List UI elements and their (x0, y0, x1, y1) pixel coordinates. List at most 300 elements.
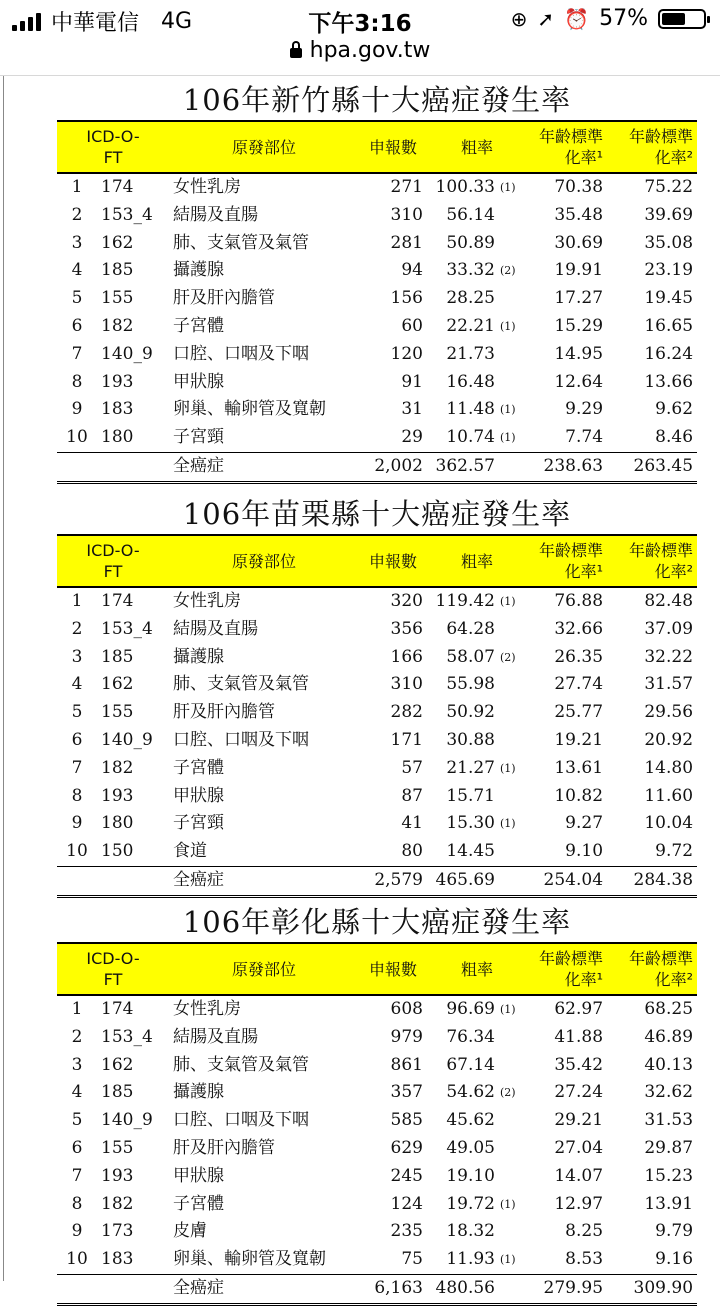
crude-rate-cell: 55.98 (446, 674, 495, 695)
age-standardized-rate-2-cell: 31.57 (644, 674, 694, 695)
icd-code-cell: 185 (101, 1082, 134, 1103)
rank-cell: 6 (71, 315, 83, 336)
rank-cell: 1 (71, 591, 83, 611)
crude-rate-cell: 30.88 (446, 729, 495, 750)
primary-site-cell: 食道 (169, 838, 359, 866)
footnote-marker (497, 727, 527, 755)
primary-site-cell: 結腸及直腸 (173, 1026, 258, 1047)
incidence-table (57, 120, 697, 484)
reported-count-cell: 75 (359, 1246, 427, 1274)
footnote-marker (497, 699, 527, 727)
age-standardized-rate-2-cell: 8.46 (607, 424, 697, 452)
age-standardized-rate-2-cell: 20.92 (644, 729, 694, 750)
table-row (57, 341, 697, 369)
age-standardized-rate-2-cell: 32.62 (644, 1082, 694, 1103)
header-crude: 粗率 (427, 121, 527, 173)
icd-code-cell: 162 (101, 232, 134, 253)
table-header-row (57, 121, 697, 173)
header-crude: 粗率 (427, 535, 527, 587)
header-crude: 粗率 (427, 943, 527, 995)
table-row (57, 783, 697, 811)
crude-rate-cell: 16.48 (446, 371, 495, 392)
total-age-standardized-rate-2-cell: 263.45 (607, 452, 697, 482)
crude-rate-cell: 21.27 (446, 757, 495, 778)
reported-count-cell: 120 (390, 343, 423, 364)
rank-cell: 8 (71, 371, 83, 392)
icd-code-cell: 155 (101, 702, 134, 723)
reported-count-cell: 271 (390, 177, 423, 197)
icd-code-cell: 193 (101, 371, 134, 392)
crude-rate-cell: 11.93 (427, 1246, 497, 1274)
primary-site-cell: 攝護腺 (173, 1082, 224, 1103)
reported-count-cell: 235 (390, 1221, 423, 1242)
header-age-standardized-2: 年齡標準 化率² (607, 943, 697, 995)
url-domain: hpa.gov.tw (309, 38, 431, 63)
footnote-marker: (1) (500, 181, 516, 194)
icd-code-cell: 162 (101, 1054, 134, 1075)
alarm-icon: ⏰ (564, 6, 590, 31)
age-standardized-rate-1-cell: 29.21 (554, 1110, 604, 1131)
crude-rate-cell: 58.07 (446, 646, 495, 667)
crude-rate-cell: 54.62 (446, 1082, 495, 1103)
reported-count-cell: 310 (390, 204, 423, 225)
icd-code-cell: 140_9 (101, 343, 153, 364)
crude-rate-cell: 33.32 (446, 260, 495, 281)
table-row (57, 1052, 697, 1080)
table-row (57, 587, 697, 616)
crude-rate-cell: 100.33 (435, 177, 495, 197)
footnote-marker (497, 616, 527, 644)
age-standardized-rate-1-cell: 30.69 (554, 232, 604, 253)
table-row (57, 838, 697, 866)
icd-code-cell (97, 1274, 169, 1304)
table-row (57, 1246, 697, 1274)
table-row (57, 995, 697, 1024)
age-standardized-rate-1-cell: 10.82 (554, 785, 604, 806)
age-standardized-rate-1-cell: 35.48 (554, 204, 604, 225)
footnote-marker (497, 671, 527, 699)
rank-cell: 10 (57, 838, 97, 866)
icd-code-cell: 174 (101, 591, 134, 611)
table-row (57, 644, 697, 672)
total-age-standardized-rate-1-cell: 254.04 (527, 866, 607, 896)
primary-site-cell: 肺、支氣管及氣管 (173, 674, 309, 695)
age-standardized-rate-1-cell: 9.29 (565, 399, 604, 420)
total-row (57, 866, 697, 896)
crude-rate-cell: 19.72 (446, 1193, 495, 1214)
total-crude-rate-cell: 465.69 (427, 866, 497, 896)
crude-rate-cell: 49.05 (446, 1137, 495, 1158)
age-standardized-rate-1-cell: 7.74 (527, 424, 607, 452)
age-standardized-rate-1-cell: 14.95 (554, 343, 604, 364)
table-row (57, 202, 697, 230)
age-standardized-rate-1-cell: 17.27 (554, 288, 604, 309)
reported-count-cell: 320 (390, 591, 423, 611)
primary-site-cell: 甲狀腺 (173, 371, 224, 392)
crude-rate-cell: 18.32 (446, 1221, 495, 1242)
header-site: 原發部位 (169, 943, 359, 995)
table-row (57, 1079, 697, 1107)
age-standardized-rate-1-cell: 8.53 (527, 1246, 607, 1274)
primary-site-cell: 結腸及直腸 (173, 204, 258, 225)
icd-code-cell: 155 (101, 288, 134, 309)
rank-cell: 7 (71, 343, 83, 364)
age-standardized-rate-1-cell: 27.24 (554, 1082, 604, 1103)
footnote-marker (497, 1135, 527, 1163)
reported-count-cell: 91 (401, 371, 423, 392)
age-standardized-rate-1-cell: 9.27 (565, 813, 604, 834)
age-standardized-rate-2-cell: 16.24 (644, 343, 694, 364)
footnote-marker: (2) (500, 264, 516, 278)
footnote-marker (497, 1274, 527, 1304)
age-standardized-rate-2-cell: 15.23 (644, 1165, 694, 1186)
table-row (57, 1024, 697, 1052)
total-count-cell: 6,163 (359, 1274, 427, 1304)
primary-site-cell: 子宮頸 (169, 424, 359, 452)
age-standardized-rate-1-cell: 12.64 (554, 371, 604, 392)
header-reported: 申報數 (359, 121, 427, 173)
primary-site-cell: 子宮頸 (173, 813, 224, 834)
incidence-table-section (57, 494, 697, 898)
primary-site-cell: 女性乳房 (173, 177, 241, 197)
rank-cell (57, 452, 97, 482)
crude-rate-cell: 45.62 (446, 1110, 495, 1131)
footnote-marker: (2) (500, 1086, 516, 1100)
reported-count-cell: 60 (401, 315, 423, 336)
reported-count-cell: 861 (390, 1054, 423, 1075)
primary-site-cell: 甲狀腺 (173, 785, 224, 806)
total-crude-rate-cell: 480.56 (427, 1274, 497, 1304)
footnote-marker (497, 230, 527, 258)
table-row (57, 1135, 697, 1163)
crude-rate-cell: 11.48 (446, 399, 495, 420)
table-row (57, 173, 697, 202)
age-standardized-rate-2-cell: 14.80 (644, 757, 694, 778)
network-type: 4G (161, 9, 193, 34)
page-left-border (3, 76, 4, 1281)
icd-code-cell: 182 (101, 1193, 134, 1214)
age-standardized-rate-1-cell: 76.88 (554, 591, 604, 611)
total-age-standardized-rate-1-cell: 238.63 (527, 452, 607, 482)
table-row (57, 230, 697, 258)
footnote-marker (497, 866, 527, 896)
age-standardized-rate-2-cell: 75.22 (644, 177, 694, 197)
footnote-marker: (1) (500, 761, 516, 775)
icd-code-cell: 174 (101, 177, 134, 197)
footnote-marker (497, 838, 527, 866)
total-row (57, 1274, 697, 1304)
age-standardized-rate-1-cell: 14.07 (554, 1165, 604, 1186)
rank-cell: 7 (71, 1165, 83, 1186)
icd-code-cell: 174 (101, 999, 134, 1019)
rank-cell: 4 (71, 260, 83, 281)
footnote-marker (497, 1163, 527, 1191)
rank-cell: 9 (71, 1221, 83, 1242)
primary-site-cell: 口腔、口咽及下咽 (173, 729, 309, 750)
battery-icon (658, 9, 706, 29)
age-standardized-rate-2-cell: 39.69 (644, 204, 694, 225)
primary-site-cell: 甲狀腺 (173, 1165, 224, 1186)
crude-rate-cell: 56.14 (446, 204, 495, 225)
footnote-marker: (1) (500, 319, 516, 333)
primary-site-cell: 卵巢、輸卵管及寬韌 (173, 399, 326, 420)
icd-code-cell: 162 (101, 674, 134, 695)
battery-percent: 57% (599, 6, 648, 31)
icd-code-cell: 153_4 (101, 204, 153, 225)
age-standardized-rate-2-cell: 82.48 (644, 591, 694, 611)
age-standardized-rate-2-cell: 32.22 (644, 646, 694, 667)
age-standardized-rate-2-cell: 68.25 (644, 999, 694, 1019)
reported-count-cell: 57 (401, 757, 423, 778)
table-row (57, 810, 697, 838)
primary-site-cell: 肝及肝內膽管 (173, 288, 275, 309)
header-icd: ICD-O- FT (57, 535, 169, 587)
rank-cell: 9 (71, 813, 83, 834)
total-age-standardized-rate-2-cell: 284.38 (607, 866, 697, 896)
table-row (57, 699, 697, 727)
total-count-cell: 2,002 (359, 452, 427, 482)
primary-site-cell: 子宮體 (173, 315, 224, 336)
age-standardized-rate-1-cell: 9.10 (527, 838, 607, 866)
footnote-marker (497, 1107, 527, 1135)
reported-count-cell: 282 (390, 702, 423, 723)
footnote-marker: (1) (500, 403, 516, 417)
header-age-standardized-2: 年齡標準 化率² (607, 121, 697, 173)
rank-cell: 3 (71, 232, 83, 253)
crude-rate-cell: 96.69 (446, 999, 495, 1019)
rank-cell: 9 (71, 399, 83, 420)
reported-count-cell: 356 (390, 618, 423, 639)
footnote-marker: (2) (500, 650, 516, 664)
age-standardized-rate-1-cell: 8.25 (565, 1221, 604, 1242)
icd-code-cell: 153_4 (101, 618, 153, 639)
icd-code-cell: 140_9 (101, 729, 153, 750)
footnote-marker (497, 452, 527, 482)
icd-code-cell (97, 866, 169, 896)
primary-site-cell: 肺、支氣管及氣管 (173, 232, 309, 253)
header-site: 原發部位 (169, 121, 359, 173)
table-row (57, 671, 697, 699)
primary-site-cell: 子宮體 (173, 1193, 224, 1214)
table-title: 106年新竹縣十大癌症發生率 (182, 83, 572, 117)
icd-code-cell: 183 (101, 399, 134, 420)
incidence-table-section (57, 80, 697, 484)
crude-rate-cell: 64.28 (446, 618, 495, 639)
primary-site-cell: 攝護腺 (173, 646, 224, 667)
icd-code-cell: 153_4 (101, 1026, 153, 1047)
age-standardized-rate-1-cell: 62.97 (554, 999, 604, 1019)
table-row (57, 1163, 697, 1191)
total-count-cell: 2,579 (359, 866, 427, 896)
crude-rate-cell: 119.42 (435, 591, 495, 611)
table-row (57, 1191, 697, 1219)
rank-cell: 3 (71, 646, 83, 667)
age-standardized-rate-2-cell: 9.79 (655, 1221, 694, 1242)
table-row (57, 1218, 697, 1246)
table-row (57, 1107, 697, 1135)
rank-cell: 6 (71, 1137, 83, 1158)
header-age-standardized-1: 年齡標準 化率¹ (527, 943, 607, 995)
reported-count-cell: 94 (401, 260, 423, 281)
table-header-row (57, 535, 697, 587)
age-standardized-rate-2-cell: 23.19 (644, 260, 694, 281)
age-standardized-rate-2-cell: 11.60 (644, 785, 694, 806)
url-divider (0, 75, 720, 76)
rank-cell: 2 (71, 1026, 83, 1047)
primary-site-cell: 肺、支氣管及氣管 (173, 1054, 309, 1075)
crude-rate-cell: 19.10 (446, 1165, 495, 1186)
rank-cell: 7 (71, 757, 83, 778)
primary-site-cell: 女性乳房 (173, 999, 241, 1019)
table-title: 106年彰化縣十大癌症發生率 (182, 905, 572, 939)
rotation-lock-icon: ⊕ (510, 6, 528, 31)
crude-rate-cell: 21.73 (446, 343, 495, 364)
header-icd: ICD-O- FT (57, 121, 169, 173)
reported-count-cell: 124 (390, 1193, 423, 1214)
crude-rate-cell: 15.71 (446, 785, 495, 806)
header-age-standardized-2: 年齡標準 化率² (607, 535, 697, 587)
total-label: 全癌症 (169, 1274, 359, 1304)
rank-cell: 10 (57, 424, 97, 452)
total-row (57, 452, 697, 482)
footnote-marker (497, 1024, 527, 1052)
icd-code-cell: 180 (101, 813, 134, 834)
table-row (57, 755, 697, 783)
header-reported: 申報數 (359, 943, 427, 995)
age-standardized-rate-1-cell: 19.21 (554, 729, 604, 750)
reported-count-cell: 171 (390, 729, 423, 750)
rank-cell: 2 (71, 618, 83, 639)
rank-cell: 6 (71, 729, 83, 750)
rank-cell: 10 (57, 1246, 97, 1274)
age-standardized-rate-2-cell: 37.09 (644, 618, 694, 639)
reported-count-cell: 156 (390, 288, 423, 309)
age-standardized-rate-1-cell: 13.61 (554, 757, 604, 778)
primary-site-cell: 口腔、口咽及下咽 (173, 1110, 309, 1131)
crude-rate-cell: 67.14 (446, 1054, 495, 1075)
rank-cell: 2 (71, 204, 83, 225)
age-standardized-rate-1-cell: 19.91 (554, 260, 604, 281)
age-standardized-rate-2-cell: 29.87 (644, 1137, 694, 1158)
icd-code-cell: 185 (101, 646, 134, 667)
footnote-marker (497, 202, 527, 230)
footnote-marker (497, 1218, 527, 1246)
header-age-standardized-1: 年齡標準 化率¹ (527, 535, 607, 587)
crude-rate-cell: 28.25 (446, 288, 495, 309)
age-standardized-rate-2-cell: 10.04 (644, 813, 694, 834)
footnote-marker (497, 285, 527, 313)
incidence-table (57, 534, 697, 898)
reported-count-cell: 31 (401, 399, 423, 420)
age-standardized-rate-1-cell: 35.42 (554, 1054, 604, 1075)
age-standardized-rate-1-cell: 25.77 (554, 702, 604, 723)
age-standardized-rate-2-cell: 46.89 (644, 1026, 694, 1047)
age-standardized-rate-2-cell: 9.62 (655, 399, 694, 420)
primary-site-cell: 卵巢、輸卵管及寬韌 (169, 1246, 359, 1274)
rank-cell (57, 866, 97, 896)
footnote-marker (497, 341, 527, 369)
reported-count-cell: 585 (390, 1110, 423, 1131)
crude-rate-cell: 76.34 (446, 1026, 495, 1047)
age-standardized-rate-2-cell: 13.91 (644, 1193, 694, 1214)
icd-code-cell: 180 (97, 424, 169, 452)
primary-site-cell: 皮膚 (173, 1221, 207, 1242)
age-standardized-rate-1-cell: 41.88 (554, 1026, 604, 1047)
age-standardized-rate-1-cell: 70.38 (554, 177, 604, 197)
rank-cell: 4 (71, 674, 83, 695)
age-standardized-rate-2-cell: 19.45 (644, 288, 694, 309)
rank-cell: 8 (71, 785, 83, 806)
table-row (57, 616, 697, 644)
age-standardized-rate-2-cell: 35.08 (644, 232, 694, 253)
table-row (57, 285, 697, 313)
footnote-marker: (1) (500, 817, 516, 831)
rank-cell (57, 1274, 97, 1304)
primary-site-cell: 肝及肝內膽管 (173, 1137, 275, 1158)
total-label: 全癌症 (169, 452, 359, 482)
primary-site-cell: 肝及肝內膽管 (173, 702, 275, 723)
lock-icon (290, 48, 302, 58)
total-age-standardized-rate-1-cell: 279.95 (527, 1274, 607, 1304)
table-row (57, 257, 697, 285)
rank-cell: 4 (71, 1082, 83, 1103)
clock: 下午3:16 (308, 11, 412, 37)
reported-count-cell: 608 (390, 999, 423, 1019)
icd-code-cell: 150 (97, 838, 169, 866)
footnote-marker: (1) (497, 1246, 527, 1274)
reported-count-cell: 357 (390, 1082, 423, 1103)
carrier-name: 中華電信 (51, 11, 140, 36)
icd-code-cell: 193 (101, 785, 134, 806)
rank-cell: 5 (71, 1110, 83, 1131)
age-standardized-rate-2-cell: 31.53 (644, 1110, 694, 1131)
reported-count-cell: 629 (390, 1137, 423, 1158)
total-age-standardized-rate-2-cell: 309.90 (607, 1274, 697, 1304)
age-standardized-rate-2-cell: 9.72 (607, 838, 697, 866)
table-row (57, 424, 697, 452)
icd-code-cell: 193 (101, 1165, 134, 1186)
age-standardized-rate-2-cell: 29.56 (644, 702, 694, 723)
footnote-marker (497, 369, 527, 397)
icd-code-cell: 140_9 (101, 1110, 153, 1131)
reported-count-cell: 979 (390, 1026, 423, 1047)
footnote-marker: (1) (497, 424, 527, 452)
table-row (57, 313, 697, 341)
rank-cell: 5 (71, 288, 83, 309)
icd-code-cell: 182 (101, 315, 134, 336)
header-reported: 申報數 (359, 535, 427, 587)
primary-site-cell: 子宮體 (173, 757, 224, 778)
rank-cell: 1 (71, 177, 83, 197)
total-crude-rate-cell: 362.57 (427, 452, 497, 482)
rank-cell: 5 (71, 702, 83, 723)
age-standardized-rate-1-cell: 32.66 (554, 618, 604, 639)
crude-rate-cell: 14.45 (427, 838, 497, 866)
incidence-table-section (57, 902, 697, 1306)
age-standardized-rate-2-cell: 40.13 (644, 1054, 694, 1075)
reported-count-cell: 80 (359, 838, 427, 866)
status-bar (0, 0, 720, 40)
footnote-marker (497, 783, 527, 811)
rank-cell: 1 (71, 999, 83, 1019)
rank-cell: 8 (71, 1193, 83, 1214)
reported-count-cell: 281 (390, 232, 423, 253)
location-icon: ➚ (537, 6, 555, 31)
table-row (57, 396, 697, 424)
icd-code-cell: 185 (101, 260, 134, 281)
age-standardized-rate-1-cell: 27.74 (554, 674, 604, 695)
url-bar[interactable] (0, 38, 720, 72)
